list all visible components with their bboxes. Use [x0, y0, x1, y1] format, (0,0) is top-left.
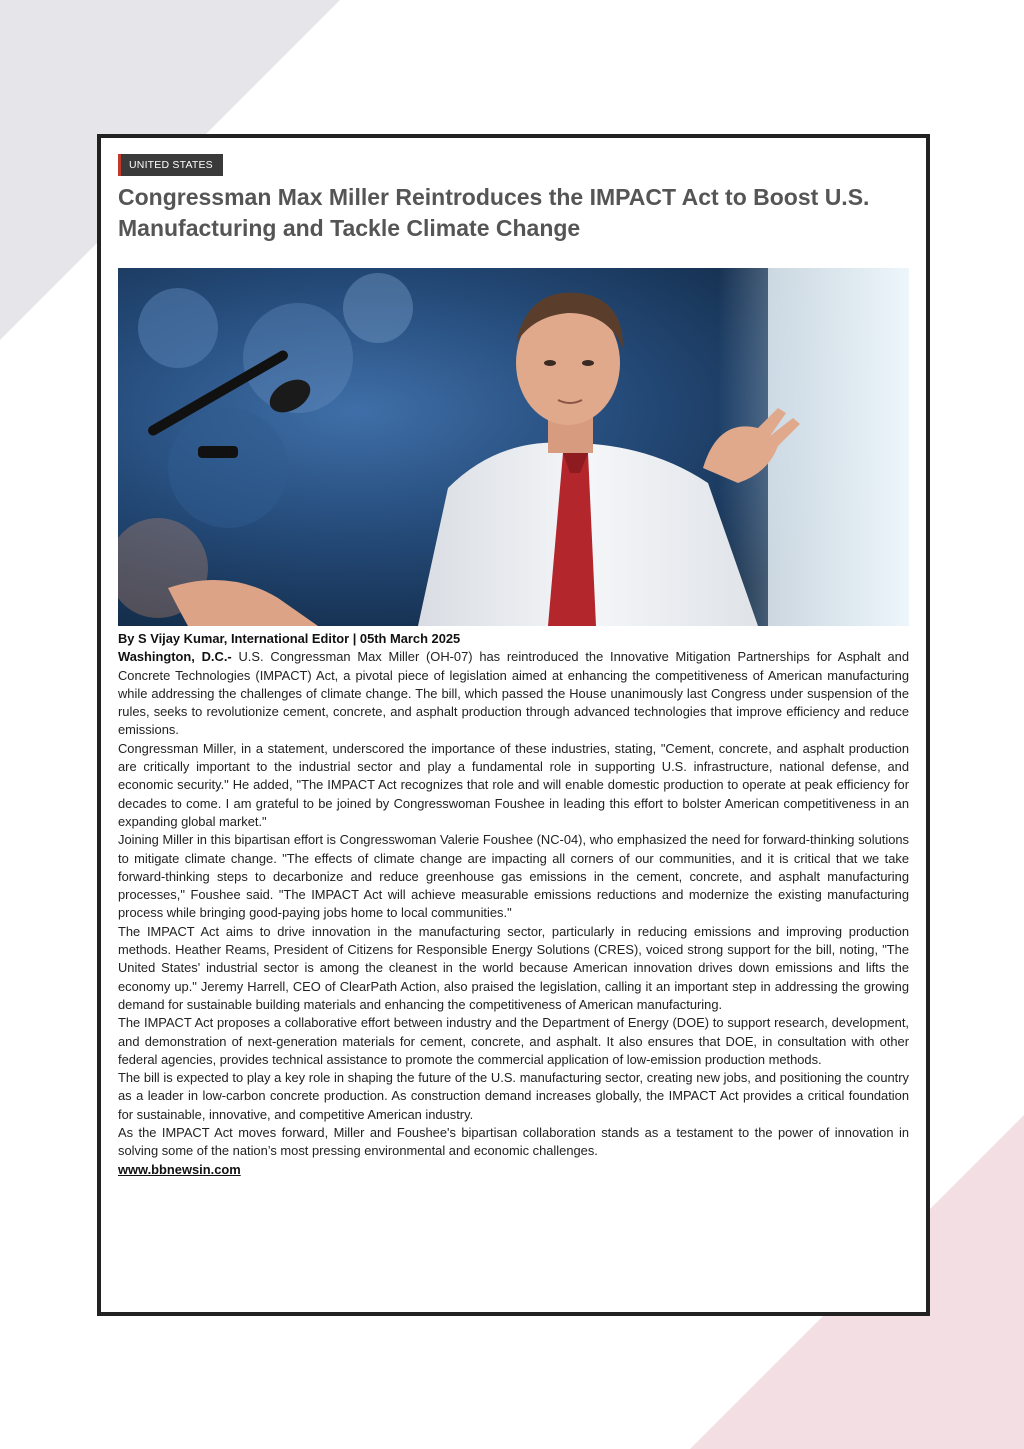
article-body	[118, 630, 909, 1179]
paragraph-3: Joining Miller in this bipartisan effort is Congresswoman Valerie Foushee (NC-04), who emphasized the need for forward-thinking solutions to mitigate climate change. "The effects of climate change are impacting all corners of our communities, and it is critical that we take forward-thinking steps to decarbonize and reduce greenhouse gas emissions in the cement, concrete, and asphalt manufacturing processes," Foushee said. "The IMPACT Act will achieve measurable emissions reductions and modernize the existing manufacturing process while bringing good-paying jobs home to local communities."	[118, 832, 909, 921]
paragraph-1-text: U.S. Congressman Max Miller (OH-07) has reintroduced the Innovative Mitigation Partnerships for Asphalt and Concrete Technologies (IMPACT) Act, a pivotal piece of legislation aimed at enhancing the competitiveness of American manufacturing while addressing the challenges of climate change. The bill, which passed the House unanimously last Congress under suspension of the rules, seeks to revolutionize cement, concrete, and asphalt production through advanced technologies that improve efficiency and reduce emissions.	[118, 649, 909, 738]
category-badge[interactable]: UNITED STATES	[118, 154, 223, 176]
paragraph-2: Congressman Miller, in a statement, underscored the importance of these industries, stating, "Cement, concrete, and asphalt production are critically important to the industrial sector and play a fundamental role in supporting U.S. infrastructure, national defense, and economic security." He added, "The IMPACT Act recognizes that role and will enable domestic production to operate at peak efficiency for decades to come. I am grateful to be joined by Congresswoman Foushee in leading this effort to bolster American competitiveness in an expanding global market."	[118, 740, 909, 829]
paragraph-6: The bill is expected to play a key role in shaping the future of the U.S. manufacturing sector, creating new jobs, and positioning the country as a leader in low-carbon concrete production. As construction demand increases globally, the IMPACT Act provides a critical foundation for sustainable, innovative, and competitive American industry.	[118, 1070, 909, 1122]
article-content	[118, 154, 910, 1177]
article-headline: Congressman Max Miller Reintroduces the IMPACT Act to Boost U.S. Manufacturing and Tackle Climate Change	[118, 184, 870, 241]
paragraph-7: As the IMPACT Act moves forward, Miller and Foushee's bipartisan collaboration stands as a testament to the power of innovation in solving some of the nation’s most pressing environmental and economic challenges.	[118, 1125, 909, 1159]
photo-icon	[118, 268, 909, 626]
website-link[interactable]: www.bbnewsin.com	[118, 1161, 241, 1177]
website-link-row	[118, 1161, 909, 1179]
byline: By S Vijay Kumar, International Editor | 05th March 2025	[118, 631, 461, 646]
article-card	[97, 134, 930, 1316]
dateline: Washington, D.C.-	[118, 649, 232, 665]
paragraph-5: The IMPACT Act proposes a collaborative effort between industry and the Department of Energy (DOE) to support research, development, and demonstration of next-generation materials for cement, concrete, and asphalt. It also ensures that DOE, in consultation with other federal agencies, provides technical assistance to promote the commercial application of low-emission production methods.	[118, 1015, 909, 1067]
paragraph-1	[118, 648, 909, 739]
paragraph-4: The IMPACT Act aims to drive innovation in the manufacturing sector, particularly in reducing emissions and improving production methods. Heather Reams, President of Citizens for Responsible Energy Solutions (CRES), voiced strong support for the bill, noting, "The United States' industrial sector is among the cleanest in the world because American innovation drives down emissions and lifts the economy up." Jeremy Harrell, CEO of ClearPath Action, also praised the legislation, calling it an important step in addressing the growing demand for sustainable building materials and enhancing the competitiveness of American manufacturing.	[118, 923, 909, 1012]
article-photo	[118, 268, 909, 626]
